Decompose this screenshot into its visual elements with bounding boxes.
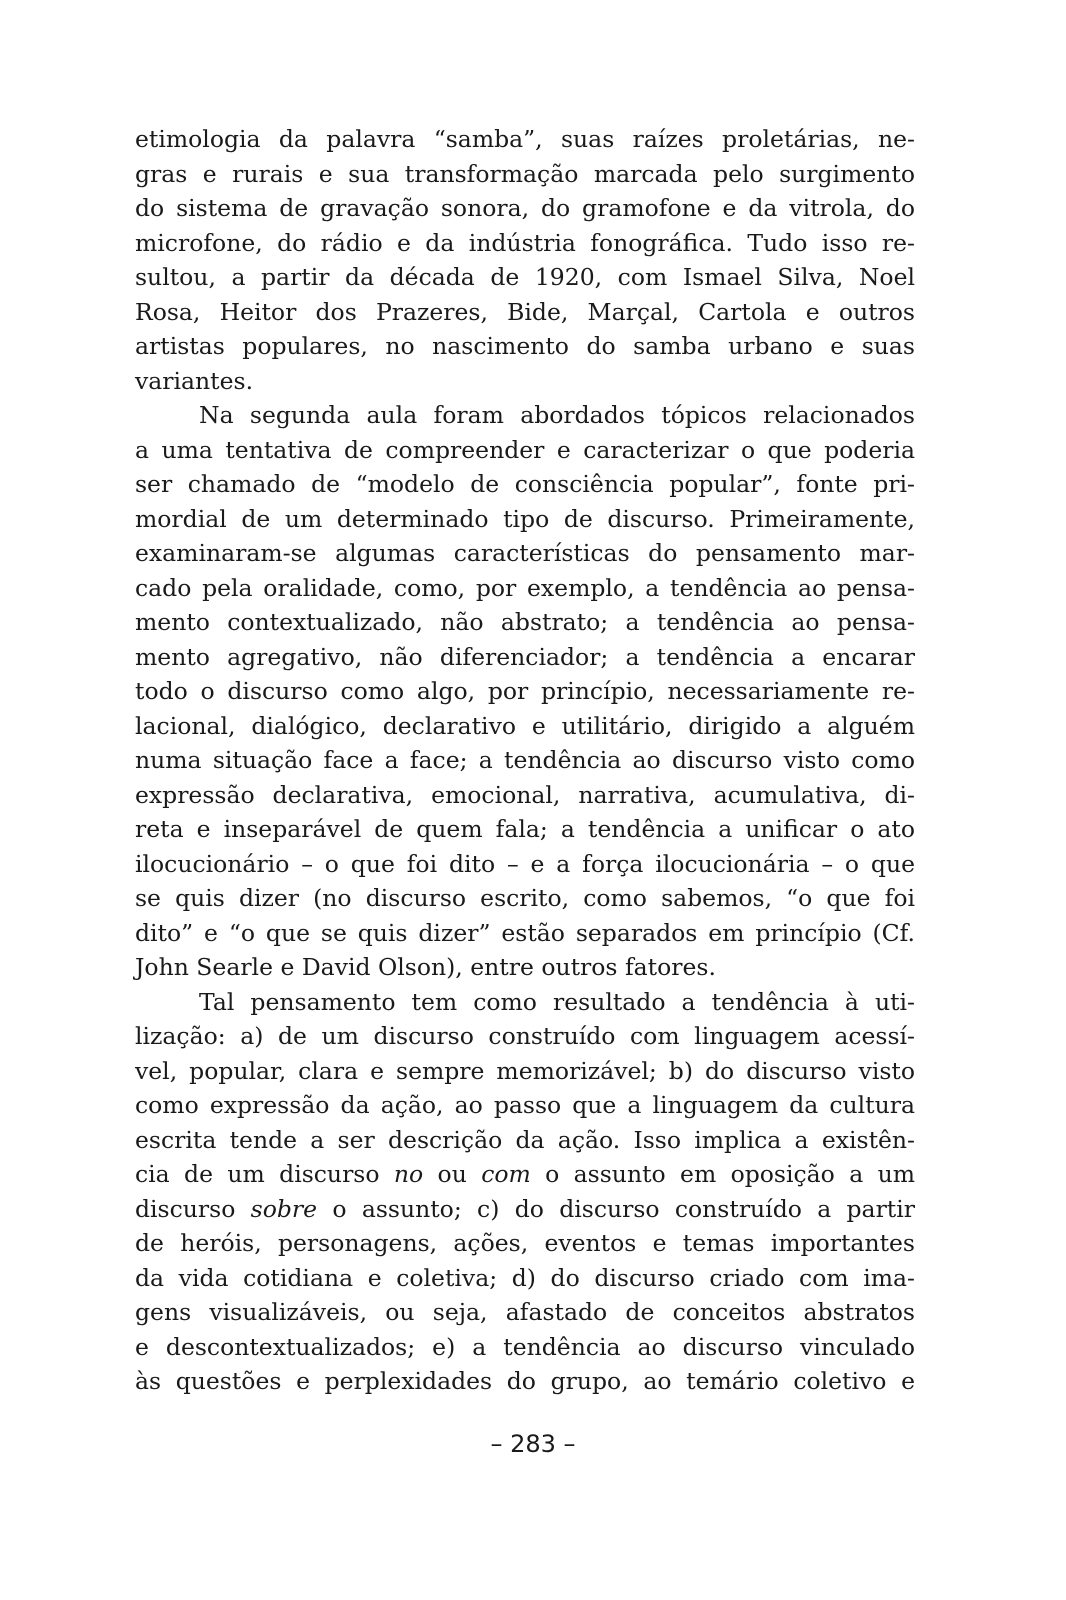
text-line: Rosa, Heitor dos Prazeres, Bide, Marçal, Cartola e outros <box>135 297 915 326</box>
text-run: discurso <box>135 1194 251 1223</box>
text-line: ilocucionário – o que foi dito – e a força ilocucionária – o que <box>135 849 915 878</box>
text-line: da vida cotidiana e coletiva; d) do discurso criado com ima- <box>135 1263 915 1292</box>
text-line: mento agregativo, não diferenciador; a tendência a encarar <box>135 642 915 671</box>
text-line: vel, popular, clara e sempre memorizável; b) do discurso visto <box>135 1056 915 1085</box>
text-line: mordial de um determinado tipo de discurso. Primeiramente, <box>135 504 915 533</box>
text-run: cia de um discurso <box>135 1160 394 1188</box>
italic-word: sobre <box>250 1194 318 1223</box>
text-line: gens visualizáveis, ou seja, afastado de conceitos abstratos <box>135 1298 915 1326</box>
page-number: – 283 – <box>490 1430 576 1458</box>
text-line: variantes. <box>135 366 254 395</box>
text-line: dito” e “o que se quis dizer” estão separados em princípio (Cf. <box>135 918 915 947</box>
text-line: numa situação face a face; a tendência ao discurso visto como <box>135 746 915 774</box>
text-line: às questões e perplexidades do grupo, ao temário coletivo e <box>135 1367 915 1395</box>
text-line: microfone, do rádio e da indústria fonográfica. Tudo isso re- <box>135 228 915 257</box>
text-line: expressão declarativa, emocional, narrativa, acumulativa, di- <box>135 780 915 809</box>
text-line: mento contextualizado, não abstrato; a tendência ao pensa- <box>135 608 915 636</box>
text-line: lacional, dialógico, declarativo e utilitário, dirigido a alguém <box>135 711 915 740</box>
italic-word: com <box>481 1160 531 1188</box>
text-line: John Searle e David Olson), entre outros fatores. <box>135 953 716 981</box>
text-run: o assunto em oposição a um <box>530 1160 915 1188</box>
text-line: do sistema de gravação sonora, do gramofone e da vitrola, do <box>135 194 915 222</box>
text-line: e descontextualizados; e) a tendência ao discurso vinculado <box>135 1332 915 1361</box>
text-line: a uma tentativa de compreender e caracterizar o que poderia <box>135 435 915 464</box>
text-line: ser chamado de “modelo de consciência popular”, fonte pri- <box>135 470 915 498</box>
text-line <box>135 1192 915 1227</box>
text-line: gras e rurais e sua transformação marcada pelo surgimento <box>135 159 915 188</box>
text-line: Na segunda aula foram abordados tópicos relacionados <box>199 401 915 429</box>
text-line: Tal pensamento tem como resultado a tendência à uti- <box>199 987 915 1016</box>
body-text <box>135 122 915 1399</box>
text-line: como expressão da ação, ao passo que a linguagem da cultura <box>135 1091 915 1119</box>
italic-word: no <box>393 1160 424 1188</box>
text-line: examinaram-se algumas características do pensamento mar- <box>135 539 915 567</box>
text-run: ou <box>423 1160 482 1188</box>
text-line: se quis dizer (no discurso escrito, como sabemos, “o que foi <box>135 884 915 912</box>
text-line: de heróis, personagens, ações, eventos e temas importantes <box>135 1229 915 1257</box>
text-line: escrita tende a ser descrição da ação. Isso implica a existên- <box>135 1125 915 1154</box>
text-line <box>135 1157 915 1192</box>
text-line: reta e inseparável de quem fala; a tendência a unificar o ato <box>135 815 915 843</box>
text-line: lização: a) de um discurso construído com linguagem acessí- <box>135 1022 915 1050</box>
text-line: etimologia da palavra “samba”, suas raízes proletárias, ne- <box>135 125 915 153</box>
text-line: sultou, a partir da década de 1920, com Ismael Silva, Noel <box>135 263 915 291</box>
text-run: o assunto; c) do discurso construído a partir <box>317 1194 915 1223</box>
text-line: cado pela oralidade, como, por exemplo, a tendência ao pensa- <box>135 573 915 602</box>
text-line: artistas populares, no nascimento do samba urbano e suas <box>135 332 915 360</box>
text-line: todo o discurso como algo, por princípio, necessariamente re- <box>135 677 915 705</box>
